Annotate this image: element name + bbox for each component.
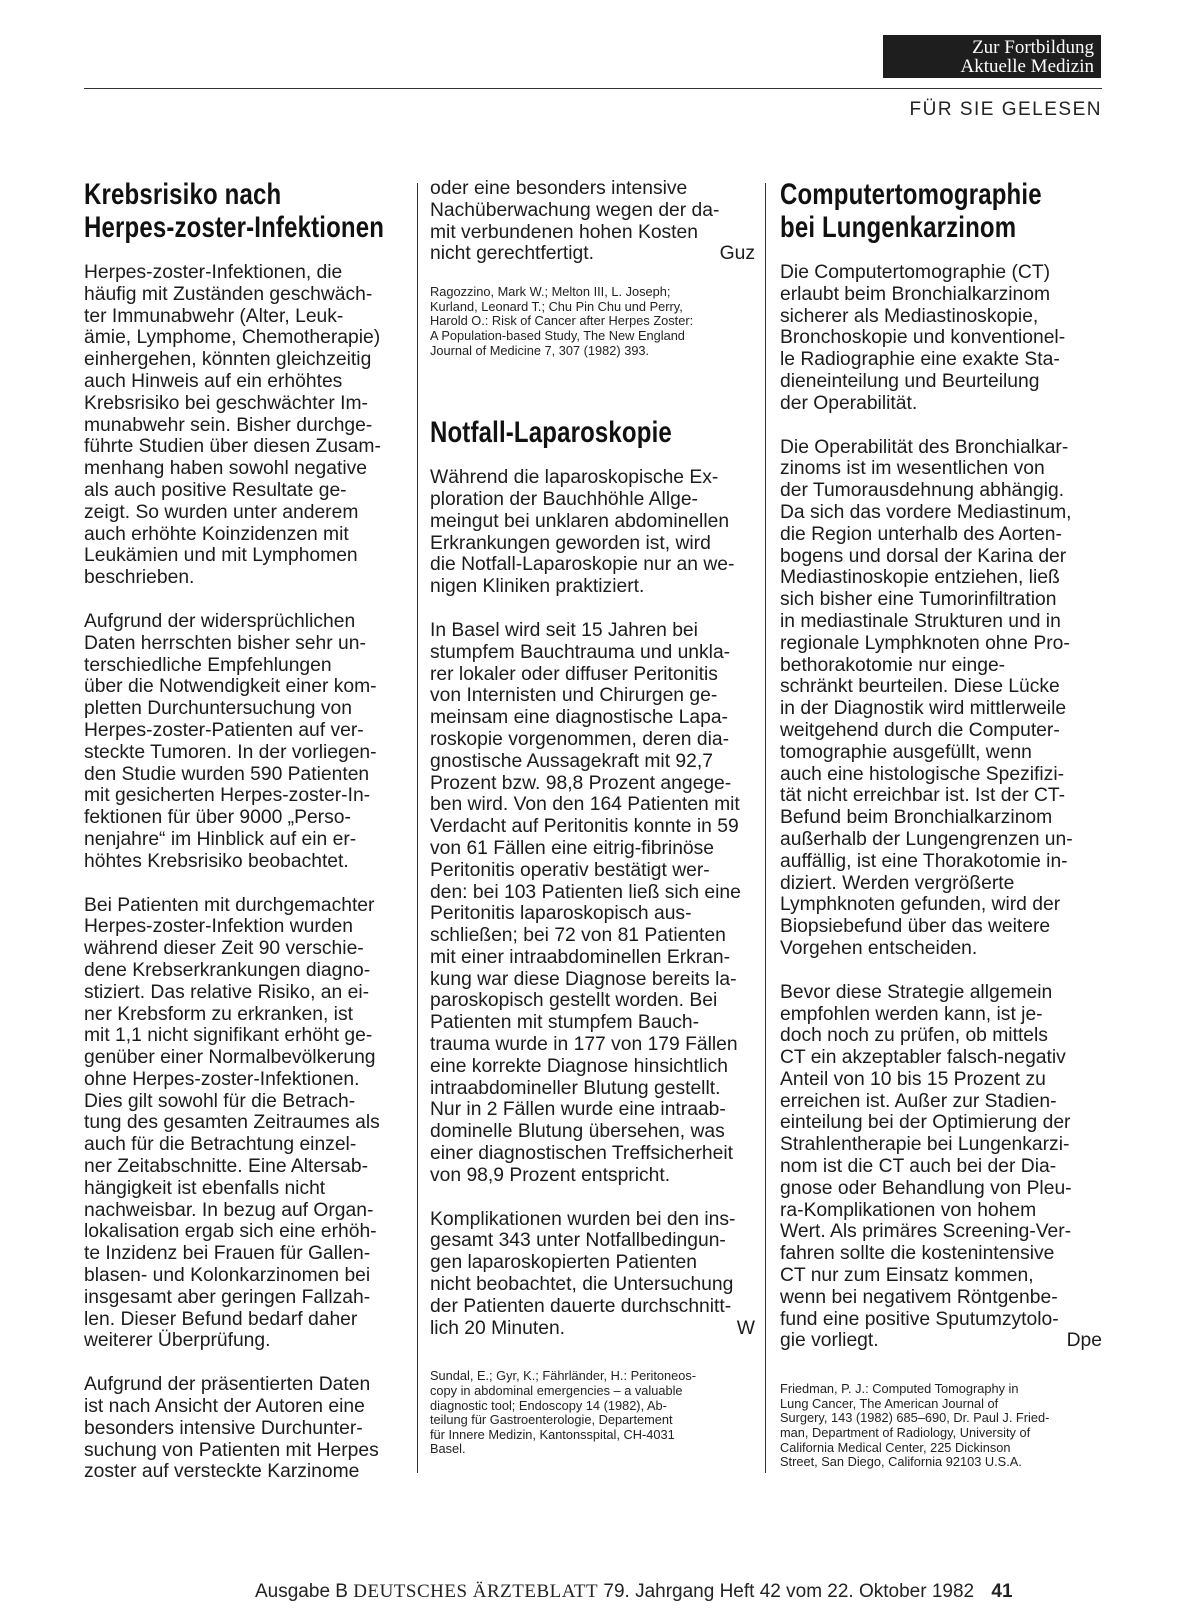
text-line: lokalisation ergab sich eine erhöh- [84,1221,377,1243]
author-signature: Guz [719,243,755,265]
text-line: tät nicht erreichbar ist. Ist der CT- [780,785,1066,807]
text-line: Surgery, 143 (1982) 685–690, Dr. Paul J. Fried- [780,1410,1050,1426]
paragraph [780,437,1102,960]
text-line: Lung Cancer, The American Journal of [780,1395,999,1411]
text-line: Ragozzino, Mark W.; Melton III, L. Joseph; [430,284,671,300]
text-line: für Innere Medizin, Kantonsspital, CH-4031 [430,1426,675,1442]
text-line: Verdacht auf Peritonitis konnte in 59 [430,816,739,838]
text-line: bethorakotomie nur einge- [780,654,1006,676]
text-line: paroskopisch gestellt worden. Bei [430,990,718,1012]
text-line: Peritonitis operativ bestätigt wer- [430,859,710,881]
text-line: Street, San Diego, California 92103 U.S.A. [780,1454,1022,1470]
text-line: tomographie ausgefüllt, wenn [780,741,1032,763]
text-line: Daten herrschten bisher sehr un- [84,632,366,654]
text-line: ämie, Lymphome, Chemotherapie) [84,327,381,349]
text-line: einhergehen, könnten gleichzeitig [84,349,372,371]
author-signature: W [736,1317,755,1339]
text-line: CT nur zum Einsatz kommen, [780,1265,1034,1287]
text-line: über die Notwendigkeit einer kom- [84,676,377,698]
text-line: oder eine besonders intensive [430,178,688,199]
text-line: sich bisher eine Tumorinfiltration [780,589,1057,611]
article-title-ct: Computertomographie bei Lungenkarzinom [780,178,1042,244]
text-line: in der Diagnostik wird mittlerweile [780,698,1067,720]
text-line: auch Hinweis auf ein erhöhtes [84,370,343,392]
text-line: Basel. [430,1441,466,1457]
text-line: Vorgehen entscheiden. [780,937,978,959]
text-line: Strahlentherapie bei Lungenkarzi- [780,1134,1070,1156]
text-line: fektionen für über 9000 „Perso- [84,807,351,829]
text-line: suchung von Patienten mit Herpes [84,1439,379,1461]
text-line: ohne Herpes-zoster-Infektionen. [84,1068,360,1090]
page-footer [255,1581,1105,1603]
text-line: mit gesicherten Herpes-zoster-In- [84,785,371,807]
text-line: zoster auf versteckte Karzinome [84,1461,360,1483]
text-line: Aufgrund der präsentierten Daten [84,1374,371,1396]
text-line: Wert. Als primäres Screening-Ver- [780,1221,1072,1243]
text-line: die Notfall-Laparoskopie nur an we- [430,554,735,576]
text-line: der Tumorausdehnung abhängig. [780,480,1065,502]
text-line: Herpes-zoster-Infektion wurden [84,916,353,938]
text-line: beschrieben. [84,567,195,589]
text-line: terschiedliche Empfehlungen [84,654,332,676]
paragraph [780,262,1102,415]
column-3 [780,178,1102,1470]
article-title-laparoskopie: Notfall-Laparoskopie [430,416,672,450]
text-line: Während die laparoskopische Ex- [430,467,719,489]
text-line: ra-Komplikationen von hohem [780,1199,1037,1221]
text-line: sicherer als Mediastinoskopie, [780,305,1039,327]
text-line: nicht gerechtfertigt. Guz [430,243,755,265]
text-line: len. Dieser Befund bedarf daher [84,1308,358,1330]
text-line: intraabdomineller Blutung gestellt. [430,1077,721,1099]
text-line: Biopsiebefund über das weitere [780,916,1051,938]
text-line: ner Zeitabschnitte. Eine Altersab- [84,1156,369,1178]
page-number: 41 [991,1581,1013,1602]
text-line: Nachüberwachung wegen der da- [430,199,720,221]
text-line: gen laparoskopierten Patienten [430,1252,697,1274]
text-line: von 61 Fällen eine eitrig-fibrinöse [430,837,715,859]
paragraph-continued [430,178,755,265]
text-line: nachweisbar. In bezug auf Organ- [84,1199,374,1221]
text-line: eine korrekte Diagnose hinsichtlich [430,1055,728,1077]
text-line: ben wird. Von den 164 Patienten mit [430,794,740,816]
text-line: als auch positive Resultate ge- [84,479,347,501]
text-line: diziert. Werden vergrößerte [780,872,1015,894]
text-line: rer lokaler oder diffuser Peritonitis [430,663,718,685]
text-line: empfohlen werden kann, ist je- [780,1003,1043,1025]
text-line: steckte Tumoren. In der vorliegen- [84,741,377,763]
reference-ct [780,1382,1102,1470]
text-line: genüber einer Normalbevölkerung [84,1047,376,1069]
text-line: stiziert. Das relative Risiko, an ei- [84,981,370,1003]
text-line: der Operabilität. [780,392,918,414]
text-line: stumpfem Bauchtrauma und unkla- [430,641,731,663]
footer-journal: DEUTSCHES ÄRZTEBLATT [353,1581,599,1602]
badge-line-1: Zur Fortbildung [972,37,1094,58]
text-line: häufig mit Zuständen geschwäch- [84,283,373,305]
text-line: menhang haben sowohl negative [84,458,368,480]
text-line: ter Immunabwehr (Alter, Leuk- [84,305,344,327]
text-line: weiterer Überprüfung. [84,1330,271,1352]
text-line: doch noch zu prüfen, ob mittels [780,1025,1048,1047]
footer-issue: 79. Jahrgang Heft 42 vom 22. Oktober 1982 [603,1581,975,1602]
text-line: dieneinteilung und Beurteilung [780,370,1040,392]
section-badge [883,35,1101,78]
text-line: Bei Patienten mit durchgemachter [84,894,375,916]
text-line: in mediastinale Strukturen und in [780,610,1061,632]
reference-herpes [430,285,755,358]
text-line: fahren sollte die kostenintensive [780,1243,1055,1265]
text-line: Die Operabilität des Bronchialkar- [780,436,1069,458]
text-line: mit 1,1 nicht signifikant erhöht ge- [84,1025,373,1047]
text-line: Befund beim Bronchialkarzinom [780,807,1053,829]
text-line: Prozent bzw. 98,8 Prozent angege- [430,772,732,794]
text-line: teilung für Gastroenterologie, Departement [430,1412,673,1428]
text-line: Lymphknoten gefunden, wird der [780,894,1061,916]
text-line: weitgehend durch die Computer- [780,719,1060,741]
text-line: insgesamt aber geringen Fallzah- [84,1286,371,1308]
text-line: führte Studien über diesen Zusam- [84,436,381,458]
header-rule [84,88,1102,89]
text-line: Harold O.: Risk of Cancer after Herpes Zoster: [430,313,694,329]
text-line: von 98,9 Prozent entspricht. [430,1164,671,1186]
text-line: auch für die Betrachtung einzel- [84,1134,357,1156]
text-line: A Population-based Study, The New England [430,327,685,343]
footer-edition: Ausgabe B [255,1581,348,1602]
text-line: der Patienten dauerte durchschnitt- [430,1295,732,1317]
text-line: erreichen ist. Außer zur Stadien- [780,1090,1057,1112]
text-line: regionale Lymphknoten ohne Pro- [780,632,1070,654]
text-line: CT ein akzeptabler falsch-negativ [780,1047,1066,1069]
text-line: Herpes-zoster-Patienten auf ver- [84,719,364,741]
text-line: nigen Kliniken praktiziert. [430,576,645,598]
text-line: Erkrankungen geworden ist, wird [430,532,711,554]
text-line: den: bei 103 Patienten ließ sich eine [430,881,741,903]
paragraph [430,620,755,1187]
text-line: man, Department of Radiology, University of [780,1425,1031,1441]
text-line: zeigt. So wurden unter anderem [84,501,359,523]
text-line: besonders intensive Durchunter- [84,1417,363,1439]
text-line: gesamt 343 unter Notfallbedingun- [430,1230,726,1252]
text-line: Leukämien und mit Lymphomen [84,545,358,567]
text-line: roskopie vorgenommen, deren dia- [430,728,730,750]
text-line: munabwehr sein. Bisher durchge- [84,414,373,436]
text-line: In Basel wird seit 15 Jahren bei [430,619,698,641]
text-line: zinoms ist im wesentlichen von [780,458,1045,480]
badge-line-2: Aktuelle Medizin [960,56,1094,77]
text-line: California Medical Center, 225 Dickinson [780,1439,1011,1455]
reference-laparoskopie [430,1369,755,1457]
text-line: dene Krebserkrankungen diagno- [84,959,371,981]
text-line: Anteil von 10 bis 15 Prozent zu [780,1068,1046,1090]
text-line: nenjahre“ im Hinblick auf ein er- [84,828,357,850]
text-line: Friedman, P. J.: Computed Tomography in [780,1381,1019,1397]
text-line: den Studie wurden 590 Patienten [84,763,370,785]
text-line: Herpes-zoster-Infektionen, die [84,262,343,283]
text-line: Dies gilt sowohl für die Betrach- [84,1090,356,1112]
text-line: Krebsrisiko bei geschwächter Im- [84,392,368,414]
text-line: Patienten mit stumpfem Bauch- [430,1012,699,1034]
text-line: le Radiographie eine exakte Sta- [780,349,1060,371]
text-line: mit verbundenen hohen Kosten [430,221,698,243]
text-line: Da sich das vordere Mediastinum, [780,501,1072,523]
text-line: Komplikationen wurden bei den ins- [430,1208,736,1230]
paragraph [430,467,755,598]
text-line: copy in abdominal emergencies – a valuable [430,1383,683,1399]
text-line: schließen; bei 72 von 81 Patienten [430,925,726,947]
author-signature: Dpe [1066,1330,1102,1352]
text-line: gnostische Aussagekraft mit 92,7 [430,750,713,772]
article-title-herpes: Krebsrisiko nach Herpes-zoster-Infektionen [84,178,385,244]
column-1 [84,178,404,1483]
text-line: fund eine positive Sputumzytolo- [780,1308,1059,1330]
column-2 [430,178,755,1457]
paragraph [84,1374,404,1483]
text-line: erlaubt beim Bronchialkarzinom [780,283,1051,305]
text-line: trauma wurde in 177 von 179 Fällen [430,1034,738,1056]
text-line: te Inzidenz bei Frauen für Gallen- [84,1243,371,1265]
paragraph [430,1209,755,1340]
column-divider-2 [765,183,766,1473]
text-line: gnose oder Behandlung von Pleu- [780,1177,1072,1199]
text-line: dominelle Blutung übersehen, was [430,1121,725,1143]
text-line: diagnostic tool; Endoscopy 14 (1982), Ab- [430,1397,667,1413]
text-line: ploration der Bauchhöhle Allge- [430,488,698,510]
text-line: meingut bei unklaren abdominellen [430,510,730,532]
text-line: gie vorliegt. Dpe [780,1330,1102,1352]
text-line: Sundal, E.; Gyr, K.; Fährländer, H.: Peritoneos- [430,1368,697,1384]
text-line: blasen- und Kolonkarzinomen bei [84,1265,371,1287]
text-line: Mediastinoskopie entziehen, ließ [780,567,1060,589]
text-line: auch eine histologische Spezifizi- [780,763,1065,785]
text-line: Bevor diese Strategie allgemein [780,981,1053,1003]
text-line: pletten Durchuntersuchung von [84,698,352,720]
text-line: Journal of Medicine 7, 307 (1982) 393. [430,342,650,358]
paragraph [84,262,404,589]
text-line: lich 20 Minuten. W [430,1317,755,1339]
text-line: ner Krebsform zu erkranken, ist [84,1003,353,1025]
text-line: meinsam eine diagnostische Lapa- [430,707,728,729]
text-line: Peritonitis laparoskopisch aus- [430,903,692,925]
text-line: auch erhöhte Koinzidenzen mit [84,523,349,545]
paragraph [84,895,404,1353]
column-divider-1 [417,183,418,1473]
text-line: außerhalb der Lungengrenzen un- [780,828,1073,850]
text-line: bogens und dorsal der Karina der [780,545,1067,567]
text-line: hängigkeit ist ebenfalls nicht [84,1177,326,1199]
paragraph [780,982,1102,1353]
text-line: Die Computertomographie (CT) [780,262,1051,283]
text-line: kung war diese Diagnose bereits la- [430,968,737,990]
text-line: wenn bei negativem Röntgenbe- [780,1286,1058,1308]
text-line: die Region unterhalb des Aorten- [780,523,1062,545]
paragraph [84,611,404,873]
text-line: höhtes Krebsrisiko beobachtet. [84,850,349,872]
text-line: Bronchoskopie und konventionel- [780,327,1066,349]
text-line: Nur in 2 Fällen wurde eine intraab- [430,1099,726,1121]
text-line: einteilung bei der Optimierung der [780,1112,1071,1134]
text-line: während dieser Zeit 90 verschie- [84,938,364,960]
text-line: auffällig, ist eine Thorakotomie in- [780,850,1068,872]
text-line: Aufgrund der widersprüchlichen [84,610,356,632]
text-line: tung des gesamten Zeitraumes als [84,1112,380,1134]
text-line: mit einer intraabdominellen Erkran- [430,946,731,968]
text-line: ist nach Ansicht der Autoren eine [84,1396,365,1418]
section-label: FÜR SIE GELESEN [909,99,1102,120]
text-line: schränkt beurteilen. Diese Lücke [780,676,1060,698]
text-line: nom ist die CT auch bei der Dia- [780,1156,1057,1178]
text-line: Kurland, Leonard T.; Chu Pin Chu und Perry, [430,298,683,314]
text-line: nicht beobachtet, die Untersuchung [430,1274,734,1296]
text-line: einer diagnostischen Treffsicherheit [430,1143,733,1165]
text-line: von Internisten und Chirurgen ge- [430,685,718,707]
